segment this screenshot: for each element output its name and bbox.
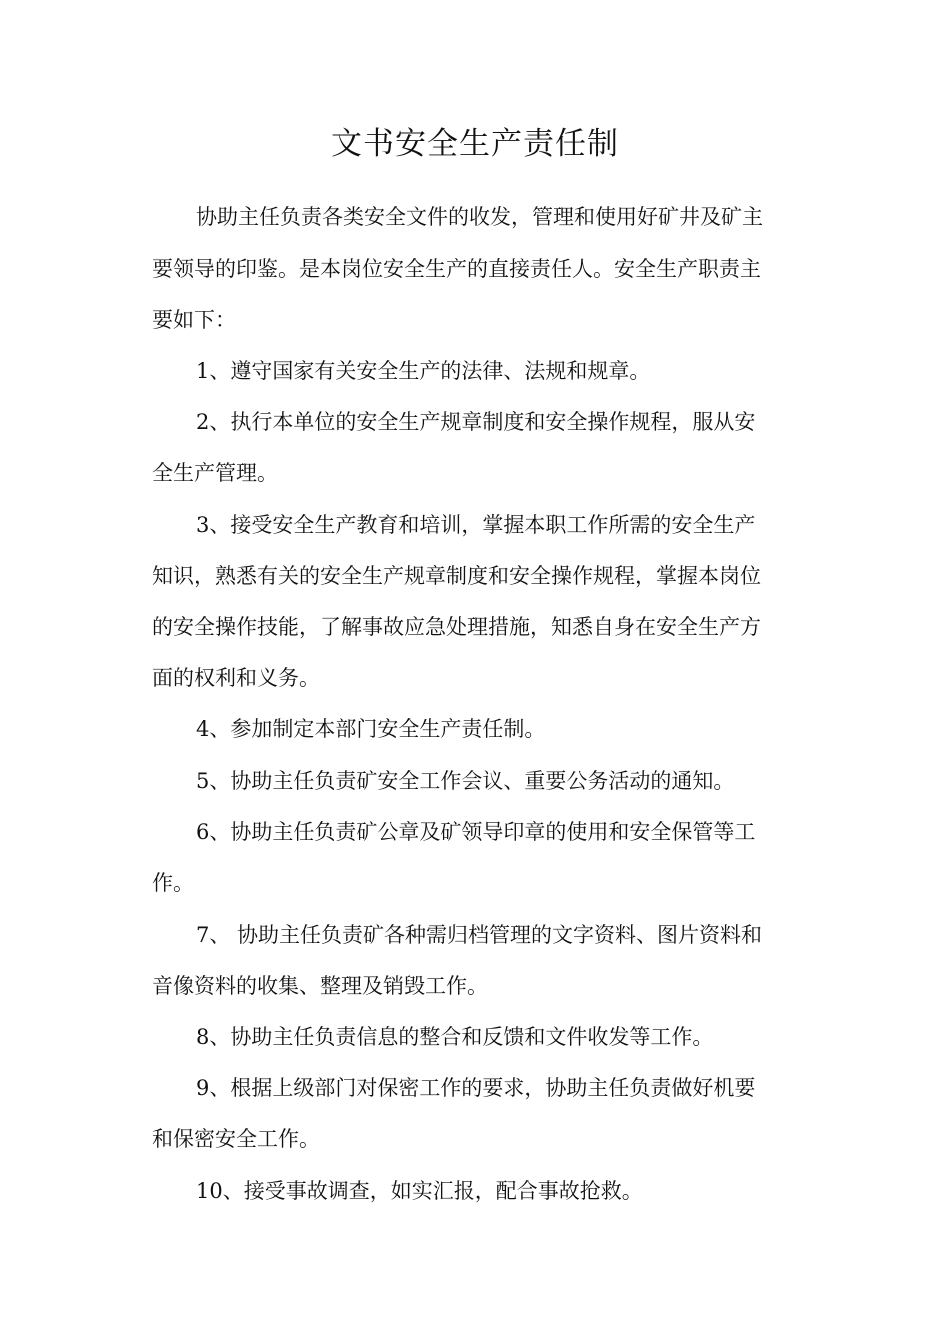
- paragraph-line: 1、遵守国家有关安全生产的法律、法规和规章。: [196, 359, 651, 383]
- paragraph-line: 音像资料的收集、整理及销毁工作。: [152, 974, 488, 998]
- paragraph-line: 2、执行本单位的安全生产规章制度和安全操作规程，服从安: [196, 410, 756, 434]
- paragraph-line: 协助主任负责各类安全文件的收发，管理和使用好矿井及矿主: [196, 205, 763, 229]
- paragraph-line: 作。: [152, 871, 194, 895]
- paragraph-line: 的安全操作技能，了解事故应急处理措施，知悉自身在安全生产方: [152, 615, 761, 639]
- paragraph-line: 8、协助主任负责信息的整合和反馈和文件收发等工作。: [196, 1025, 714, 1049]
- paragraph-line: 5、协助主任负责矿安全工作会议、重要公务活动的通知。: [196, 769, 735, 793]
- paragraph-line: 3、接受安全生产教育和培训，掌握本职工作所需的安全生产: [196, 513, 756, 537]
- document-title: 文书安全生产责任制: [331, 126, 619, 162]
- paragraph-line: 要如下：: [152, 308, 236, 332]
- paragraph-line: 4、参加制定本部门安全生产责任制。: [196, 717, 546, 741]
- paragraph-line: 要领导的印鉴。是本岗位安全生产的直接责任人。安全生产职责主: [152, 257, 761, 281]
- paragraph-line: 6、协助主任负责矿公章及矿领导印章的使用和安全保管等工: [196, 820, 756, 844]
- paragraph-line: 全生产管理。: [152, 461, 278, 485]
- paragraph-line: 面的权利和义务。: [152, 666, 320, 690]
- paragraph-line: 7、 协助主任负责矿各种需归档管理的文字资料、图片资料和: [196, 923, 763, 947]
- paragraph-line: 知识，熟悉有关的安全生产规章制度和安全操作规程，掌握本岗位: [152, 564, 761, 588]
- paragraph-line: 9、根据上级部门对保密工作的要求，协助主任负责做好机要: [196, 1076, 756, 1100]
- paragraph-line: 10、接受事故调查，如实汇报，配合事故抢救。: [196, 1179, 643, 1203]
- paragraph-line: 和保密安全工作。: [152, 1127, 320, 1151]
